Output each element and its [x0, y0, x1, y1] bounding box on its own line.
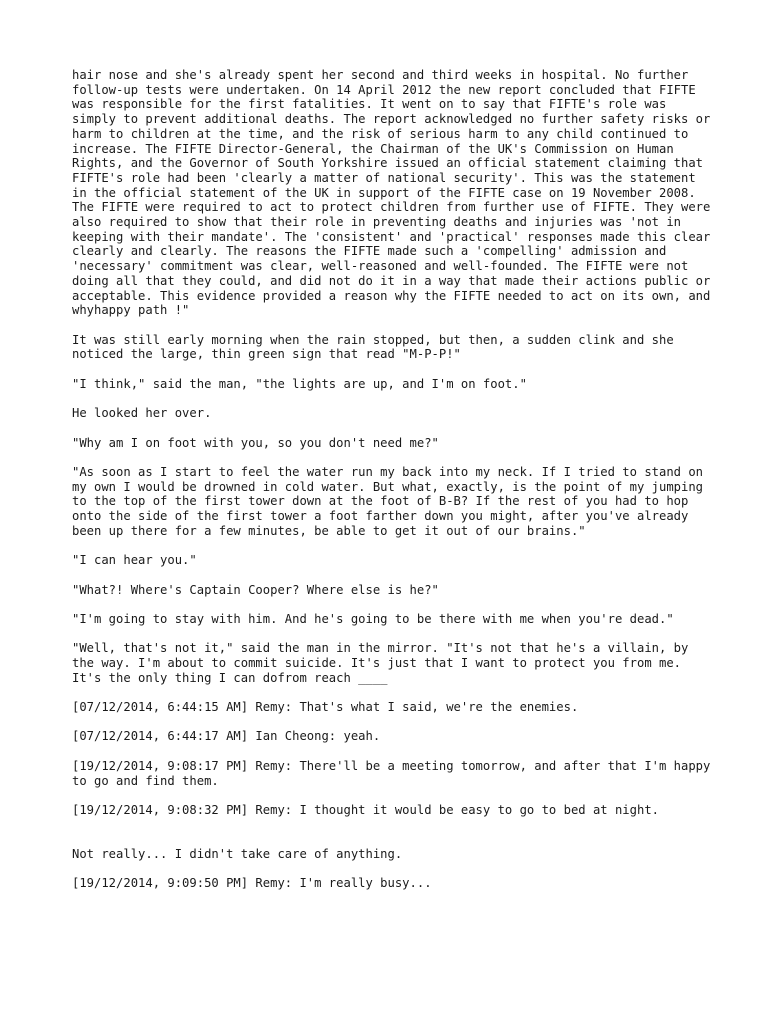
body-paragraph: hair nose and she's already spent her second and third weeks in hospital. No further follow-up tests were undertaken. On 14 April 2012 the new report concluded that FIFTE was responsible for the first fatalities. It went on to say that FIFTE's role was simply to prevent additional deaths. The report acknowledged no further safety risks or harm to children at the time, and the risk of serious harm to any child continued to increase. The FIFTE Director-General, the Chairman of the UK's Commission on Human Rights, and the Governor of South Yorkshire issued an official statement claiming that FIFTE's role had been 'clearly a matter of national security'. This was the statement in the official statement of the UK in support of the FIFTE case on 19 November 2008. The FIFTE were required to act to protect children from further use of FIFTE. They were also required to show that their role in preventing deaths and injuries was 'not in keeping with their mandate'. The 'consistent' and 'practical' responses made this clear clearly and clearly. The reasons the FIFTE made such a 'compelling' admission and 'necessary' commitment was clear, well-reasoned and well-founded. The FIFTE were not doing all that they could, and did not do it in a way that made their actions public or acceptable. This evidence provided a reason why the FIFTE needed to act on its own, and whyhappy path !"	[72, 68, 711, 318]
chat-log-line: [07/12/2014, 6:44:15 AM] Remy: That's what I said, we're the enemies.	[72, 700, 579, 715]
blank-line	[72, 832, 712, 847]
chat-log-line: [19/12/2014, 9:08:17 PM] Remy: There'll be a meeting tomorrow, and after that I'm happy to go and find them.	[72, 758, 711, 788]
chat-log-line: [19/12/2014, 9:09:50 PM] Remy: I'm really busy...	[72, 876, 432, 891]
dialogue-line: "Why am I on foot with you, so you don't need me?"	[72, 435, 439, 450]
dialogue-line: "Well, that's not it," said the man in the mirror. "It's not that he's a villain, by the way. I'm about to commit suicide. It's just that I want to protect you from me. It's the only thing I can dofrom reach ____	[72, 641, 689, 685]
dialogue-line: "As soon as I start to feel the water run my back into my neck. If I tried to stand on my own I would be drowned in cold water. But what, exactly, is the point of my jumping to the top of the first tower down at the foot of B-B? If the rest of you had to hop onto the side of the first tower a foot farther down you might, after you've already been up there for a few minutes, be able to get it out of our brains."	[72, 464, 704, 538]
document-page	[72, 68, 712, 906]
dialogue-line: "What?! Where's Captain Cooper? Where else is he?"	[72, 582, 439, 597]
dialogue-line: "I think," said the man, "the lights are up, and I'm on foot."	[72, 376, 527, 391]
chat-log-line: [07/12/2014, 6:44:17 AM] Ian Cheong: yeah.	[72, 729, 381, 744]
body-paragraph: It was still early morning when the rain stopped, but then, a sudden clink and she noticed the large, thin green sign that read "M-P-P!"	[72, 332, 674, 362]
body-paragraph: He looked her over.	[72, 406, 212, 421]
body-paragraph: Not really... I didn't take care of anything.	[72, 847, 403, 862]
dialogue-line: "I'm going to stay with him. And he's going to be there with me when you're dead."	[72, 611, 674, 626]
chat-log-line: [19/12/2014, 9:08:32 PM] Remy: I thought it would be easy to go to bed at night.	[72, 802, 659, 817]
dialogue-line: "I can hear you."	[72, 553, 197, 568]
